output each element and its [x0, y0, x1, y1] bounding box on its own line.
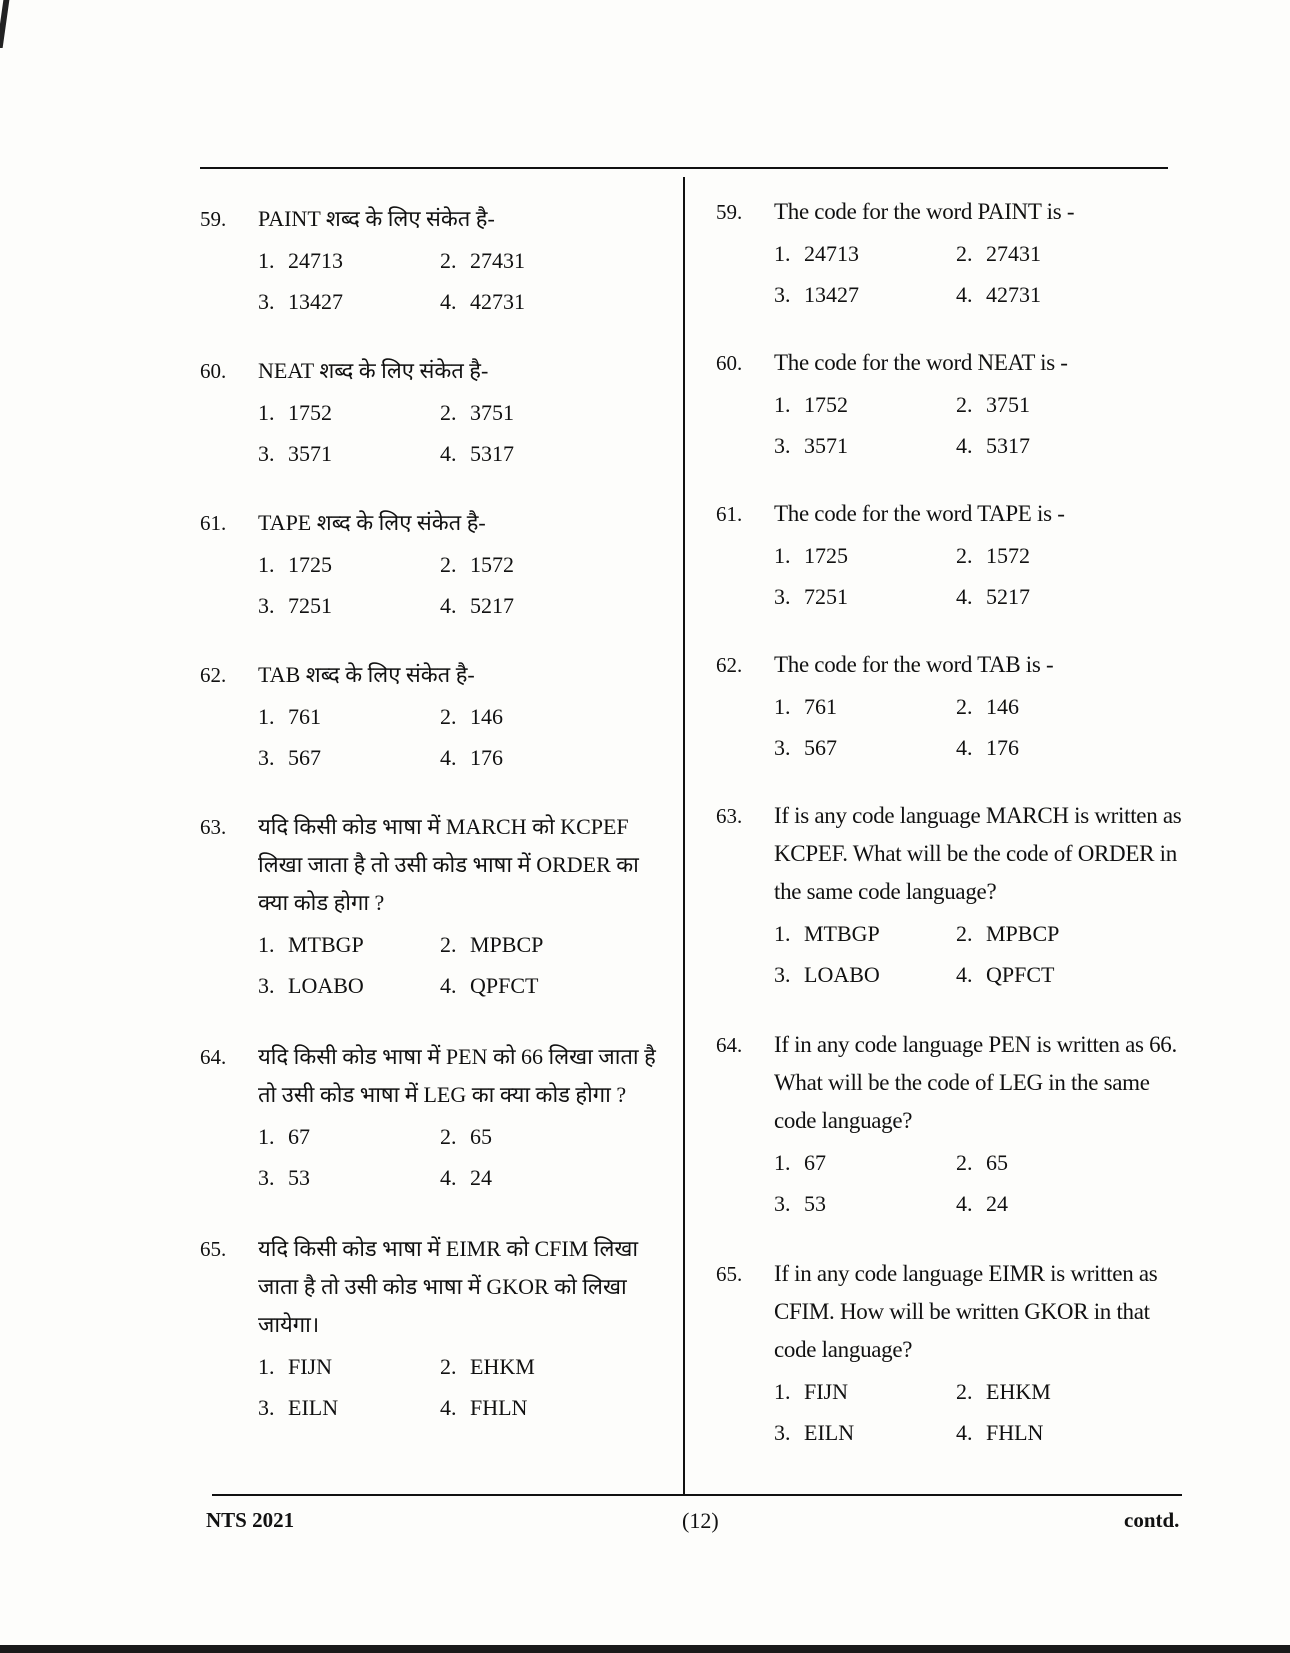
option-1: 1. 1725: [258, 552, 332, 577]
scan-edge-mark: [0, 0, 9, 48]
column-divider: [683, 177, 685, 1495]
option-3: 3. 7251: [258, 593, 332, 618]
option-1: 1. 1725: [774, 543, 848, 568]
option-1: 1. MTBGP: [774, 921, 880, 946]
question-text: The code for the word TAB is -: [774, 652, 1054, 677]
option-2: 2. 146: [956, 694, 1019, 719]
option-3: 3. 53: [774, 1191, 826, 1216]
question-text: If in any code language PEN is written as 66. What will be the code of LEG in the same code language?: [774, 1032, 1177, 1133]
question-number: 62.: [716, 653, 743, 677]
options: [258, 240, 670, 322]
question-65-hindi: [200, 1230, 670, 1428]
option-2: 2. 1572: [440, 552, 514, 577]
question-number: 59.: [716, 200, 743, 224]
exam-label: NTS 2021: [206, 1508, 295, 1532]
question-59-hindi: [200, 200, 670, 322]
options: [258, 1346, 670, 1428]
option-2: 2. 65: [440, 1124, 492, 1149]
option-1: 1. FIJN: [774, 1379, 849, 1404]
question-63-hindi: [200, 808, 670, 1006]
question-text: The code for the word NEAT is -: [774, 350, 1068, 375]
options: [774, 913, 1186, 995]
question-number: 60.: [200, 359, 227, 383]
page-number: (12): [682, 1508, 719, 1533]
question-text: If in any code language EIMR is written as CFIM. How will be written GKOR in that code language?: [774, 1261, 1158, 1362]
question-65-english: [716, 1255, 1186, 1453]
option-1: 1. 761: [258, 704, 321, 729]
option-3: 3. LOABO: [774, 962, 880, 987]
option-3: 3. 13427: [258, 289, 343, 314]
option-3: 3. EILN: [258, 1395, 339, 1420]
option-1: 1. 1752: [774, 392, 848, 417]
options: [774, 535, 1186, 617]
option-2: 2. 27431: [440, 248, 525, 273]
option-1: 1. 67: [258, 1124, 310, 1149]
question-64-hindi: [200, 1038, 670, 1198]
option-4: 4. FHLN: [440, 1395, 528, 1420]
option-4: 4. 24: [440, 1165, 492, 1190]
question-text: NEAT शब्द के लिए संकेत है-: [258, 358, 489, 383]
question-text: The code for the word TAPE is -: [774, 501, 1065, 526]
options: [774, 1142, 1186, 1224]
question-text: यदि किसी कोड भाषा में MARCH को KCPEF लिखा जाता है तो उसी कोड भाषा में ORDER का क्या कोड होगा ?: [258, 814, 639, 915]
question-text: PAINT शब्द के लिए संकेत है-: [258, 206, 495, 231]
question-number: 59.: [200, 207, 227, 231]
question-62-english: [716, 646, 1186, 768]
option-4: 4. 5217: [440, 593, 514, 618]
option-4: 4. QPFCT: [956, 962, 1055, 987]
question-text: TAB शब्द के लिए संकेत है-: [258, 662, 475, 687]
question-number: 61.: [200, 511, 227, 535]
option-3: 3. EILN: [774, 1420, 855, 1445]
question-61-hindi: [200, 504, 670, 626]
question-number: 61.: [716, 502, 743, 526]
question-number: 64.: [716, 1033, 743, 1057]
option-4: 4. 5317: [440, 441, 514, 466]
option-2: 2. EHKM: [956, 1379, 1051, 1404]
option-3: 3. 53: [258, 1165, 310, 1190]
options: [258, 1116, 670, 1198]
option-1: 1. 1752: [258, 400, 332, 425]
question-number: 63.: [716, 804, 743, 828]
option-4: 4. 5217: [956, 584, 1030, 609]
question-number: 65.: [716, 1262, 743, 1286]
question-number: 62.: [200, 663, 227, 687]
option-1: 1. 24713: [774, 241, 859, 266]
option-1: 1. 24713: [258, 248, 343, 273]
option-4: 4. QPFCT: [440, 973, 539, 998]
hindi-column: [200, 200, 670, 1460]
options: [774, 1371, 1186, 1453]
question-59-english: [716, 193, 1186, 315]
options: [774, 686, 1186, 768]
option-2: 2. 65: [956, 1150, 1008, 1175]
question-60-hindi: [200, 352, 670, 474]
option-4: 4. 42731: [440, 289, 525, 314]
option-2: 2. 3751: [440, 400, 514, 425]
english-column: [716, 193, 1186, 1484]
question-number: 65.: [200, 1237, 227, 1261]
option-2: 2. 146: [440, 704, 503, 729]
option-4: 4. 24: [956, 1191, 1008, 1216]
continued-label: contd.: [1124, 1508, 1180, 1532]
question-64-english: [716, 1026, 1186, 1224]
option-1: 1. 67: [774, 1150, 826, 1175]
option-2: 2. 3751: [956, 392, 1030, 417]
option-2: 2. MPBCP: [440, 932, 544, 957]
question-number: 63.: [200, 815, 227, 839]
option-2: 2. EHKM: [440, 1354, 535, 1379]
options: [774, 233, 1186, 315]
options: [774, 384, 1186, 466]
option-4: 4. 176: [956, 735, 1019, 760]
options: [258, 544, 670, 626]
option-3: 3. 7251: [774, 584, 848, 609]
option-1: 1. FIJN: [258, 1354, 333, 1379]
question-63-english: [716, 797, 1186, 995]
question-text: If is any code language MARCH is written as KCPEF. What will be the code of ORDER in the same code language?: [774, 803, 1182, 904]
question-text: The code for the word PAINT is -: [774, 199, 1075, 224]
option-4: 4. 42731: [956, 282, 1041, 307]
scan-bottom-band: [0, 1645, 1290, 1653]
options: [258, 696, 670, 778]
option-3: 3. 3571: [774, 433, 848, 458]
option-4: 4. 5317: [956, 433, 1030, 458]
option-2: 2. MPBCP: [956, 921, 1060, 946]
question-60-english: [716, 344, 1186, 466]
options: [258, 392, 670, 474]
option-4: 4. FHLN: [956, 1420, 1044, 1445]
question-text: यदि किसी कोड भाषा में EIMR को CFIM लिखा जाता है तो उसी कोड भाषा में GKOR को लिखा जायेगा।: [258, 1236, 639, 1337]
option-3: 3. 567: [774, 735, 837, 760]
option-3: 3. 13427: [774, 282, 859, 307]
top-rule: [200, 167, 1168, 169]
option-1: 1. 761: [774, 694, 837, 719]
question-number: 64.: [200, 1045, 227, 1069]
option-2: 2. 27431: [956, 241, 1041, 266]
question-62-hindi: [200, 656, 670, 778]
option-1: 1. MTBGP: [258, 932, 364, 957]
option-3: 3. 3571: [258, 441, 332, 466]
options: [258, 924, 670, 1006]
option-2: 2. 1572: [956, 543, 1030, 568]
option-3: 3. LOABO: [258, 973, 364, 998]
bottom-rule: [212, 1494, 1182, 1496]
question-number: 60.: [716, 351, 743, 375]
option-3: 3. 567: [258, 745, 321, 770]
question-text: यदि किसी कोड भाषा में PEN को 66 लिखा जाता है तो उसी कोड भाषा में LEG का क्या कोड होगा ?: [258, 1044, 656, 1107]
question-text: TAPE शब्द के लिए संकेत है-: [258, 510, 486, 535]
option-4: 4. 176: [440, 745, 503, 770]
question-61-english: [716, 495, 1186, 617]
